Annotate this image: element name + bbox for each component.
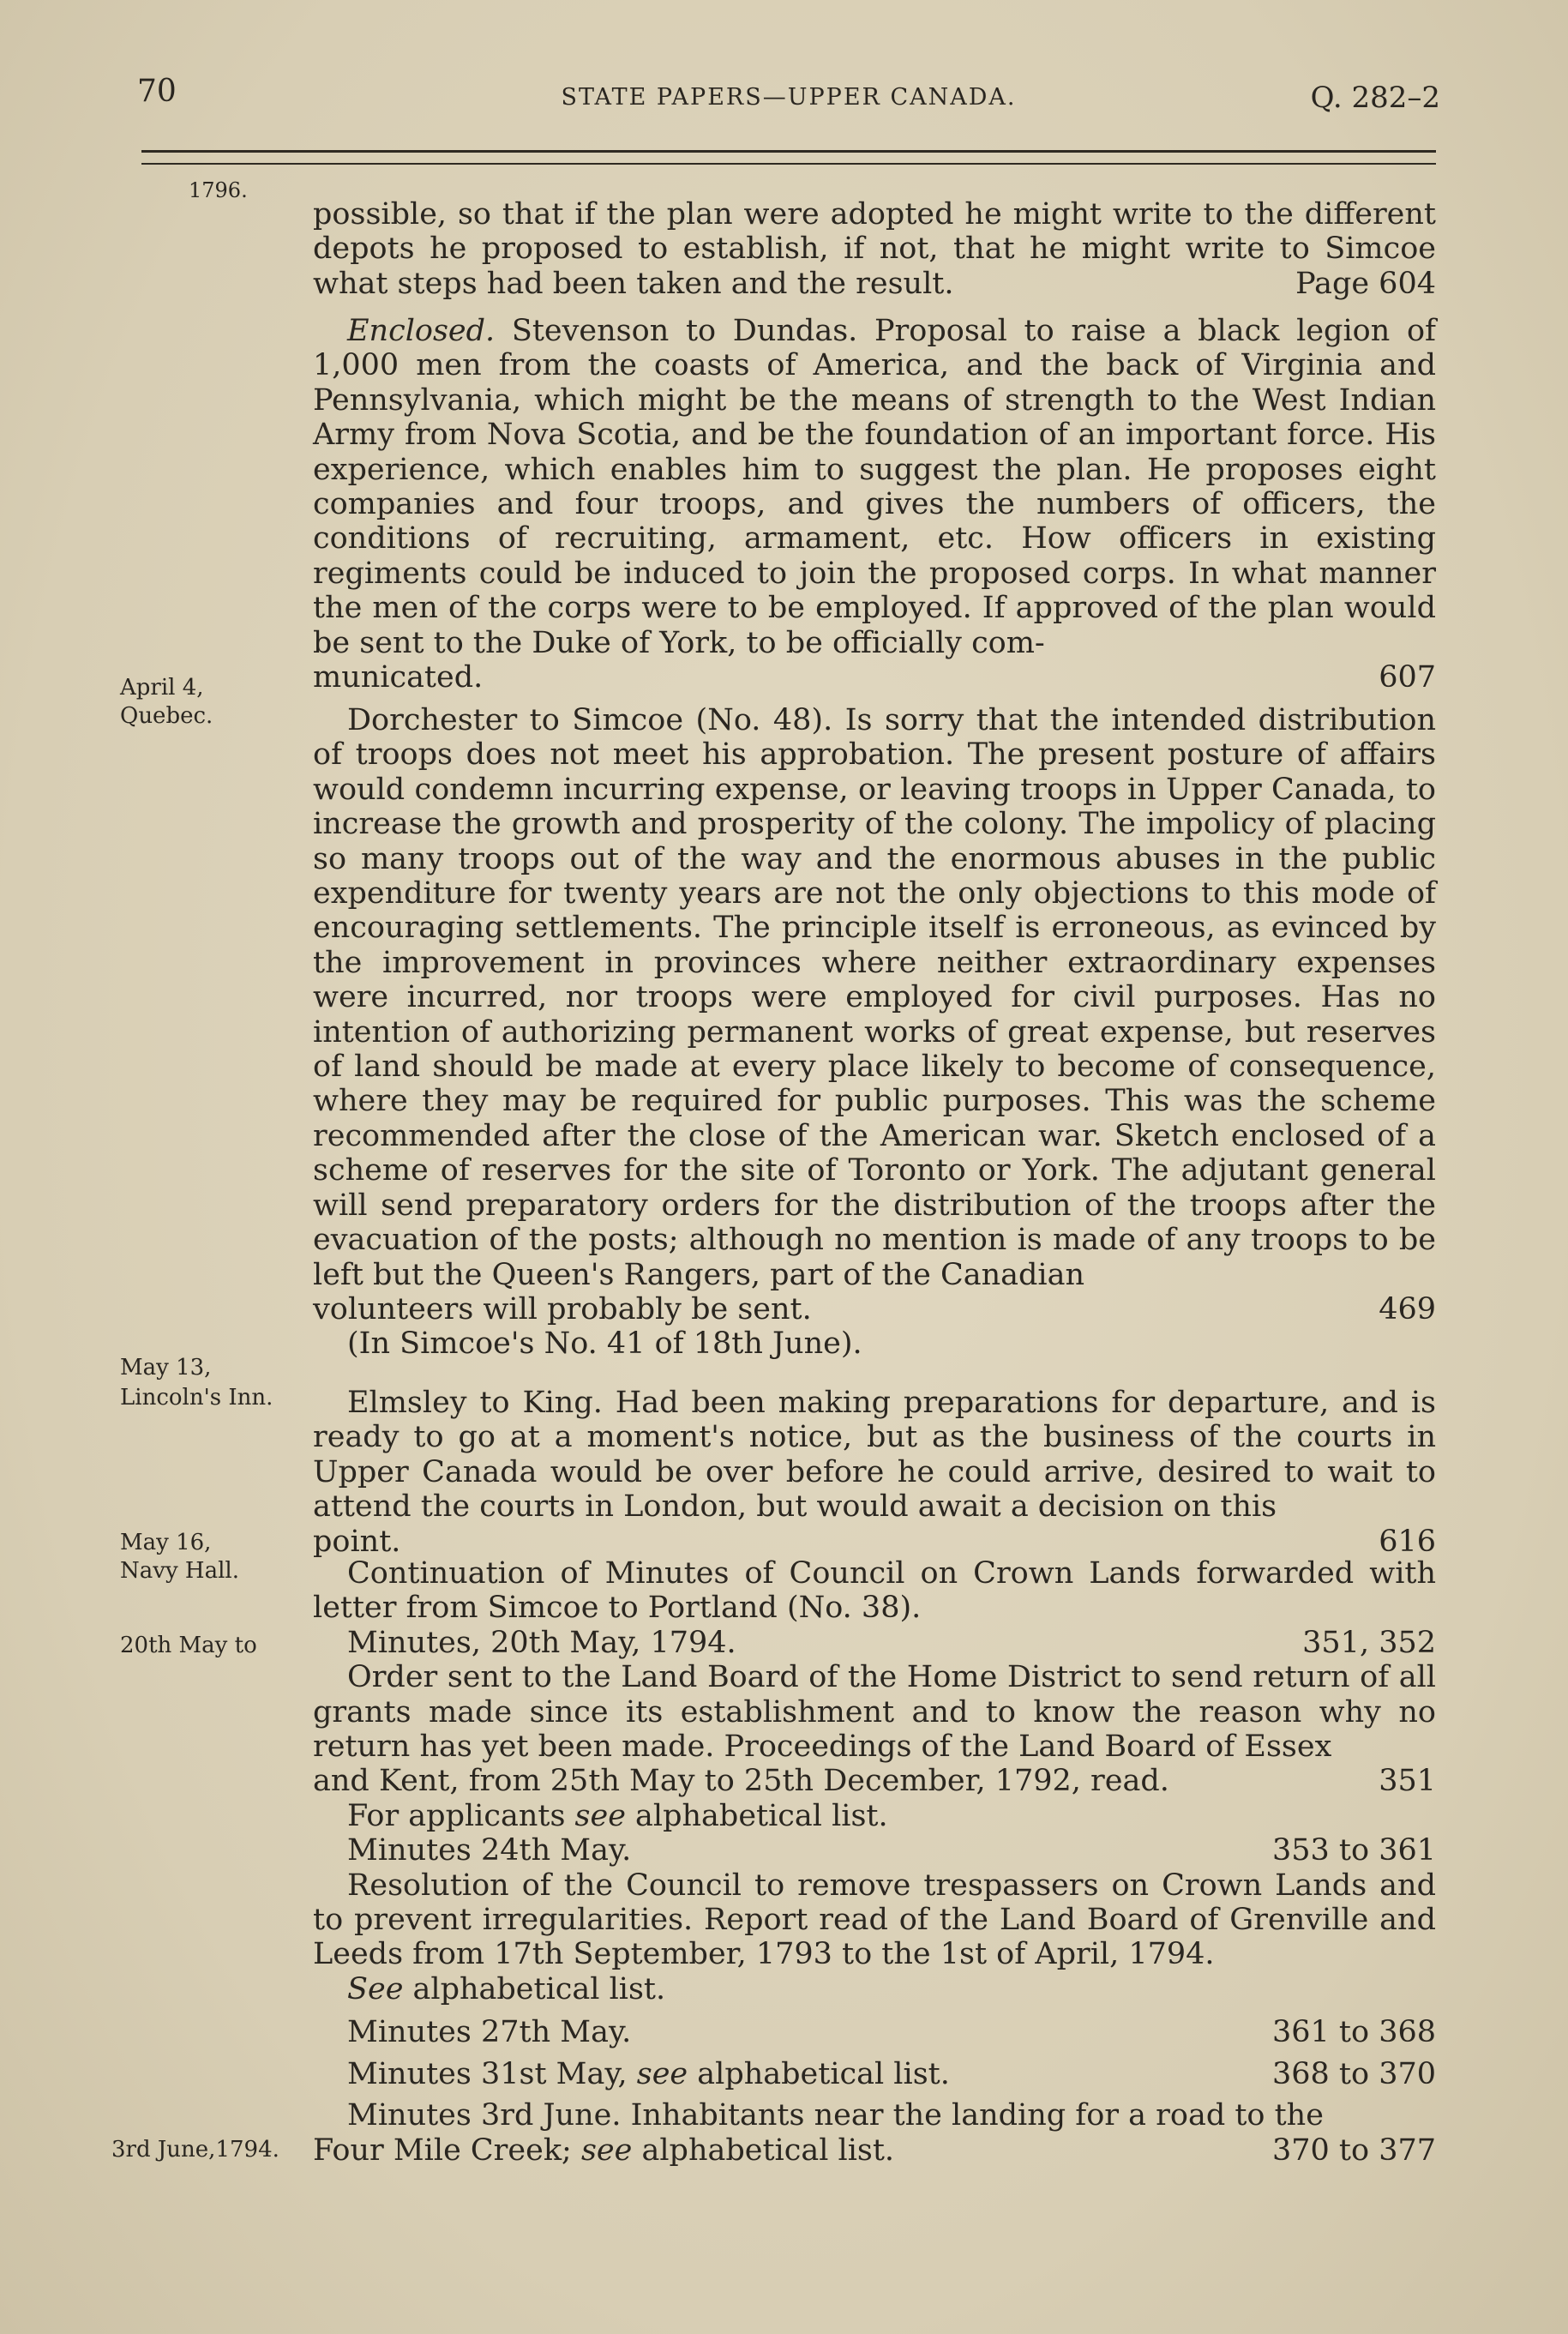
year-marker: 1796. <box>189 178 248 202</box>
page-ref: 469 <box>1379 1291 1436 1326</box>
page-ref: Page 604 <box>1295 267 1436 302</box>
entry-text-end: and Kent, from 25th May to 25th December, 1792, read. <box>313 1764 1169 1799</box>
minutes-line <box>313 1833 1436 1868</box>
page-number: 70 <box>137 74 177 109</box>
minutes-line <box>313 2057 1436 2091</box>
margin-date: May 16, <box>120 1530 212 1555</box>
running-title: STATE PAPERS—UPPER CANADA. <box>561 84 1017 111</box>
see-note: See alphabetical list. <box>347 1971 666 2006</box>
entry-continuation <box>313 197 1436 302</box>
entry-lead: Enclosed. <box>347 314 496 348</box>
minutes-label: Minutes 31st May, see alphabetical list. <box>347 2056 950 2091</box>
entry-text-end: point. <box>313 1524 401 1559</box>
page-ref: 351, 352 <box>1302 1625 1436 1660</box>
page-ref: 616 <box>1379 1524 1436 1559</box>
entry-elmsley <box>313 1386 1436 1559</box>
page-ref: 353 to 361 <box>1272 1833 1436 1868</box>
page-ref: 607 <box>1379 660 1436 695</box>
margin-place: Quebec. <box>120 703 213 729</box>
entry-text: Resolution of the Council to remove trespassers on Crown Lands and to prevent irregularities. Report read of the Land Board of Grenville and Leeds from 17th September, 1793 to the 1st of April, 1794. <box>313 1868 1436 1972</box>
entry-text-end: Four Mile Creek; see alphabetical list. <box>313 2132 895 2168</box>
margin-date: 20th May to <box>120 1633 257 1658</box>
page-ref: 351 <box>1379 1764 1436 1799</box>
entry-text: Order sent to the Land Board of the Home District to send return of all grants made since its establishment and to know the reason why no return has yet been made. Proceedings of the Land Board of Essex <box>313 1660 1436 1765</box>
entry-note: (In Simcoe's No. 41 of 18th June). <box>347 1326 862 1362</box>
entry-minutes <box>313 1556 1436 2168</box>
entry-text-end: volunteers will probably be sent. <box>313 1291 812 1326</box>
minutes-label: Minutes 24th May. <box>347 1833 632 1868</box>
page-ref: 368 to 370 <box>1272 2056 1436 2091</box>
page-header <box>137 69 1440 120</box>
entry-enclosed <box>313 314 1436 695</box>
margin-date: April 4, <box>120 675 204 701</box>
minutes-label: Minutes, 20th May, 1794. <box>347 1625 736 1660</box>
header-rule <box>141 150 1436 153</box>
see-note: For applicants see alphabetical list. <box>347 1798 888 1833</box>
page-ref: 370 to 377 <box>1272 2132 1436 2168</box>
page-ref: 361 to 368 <box>1272 2015 1436 2050</box>
margin-place: Lincoln's Inn. <box>120 1385 273 1411</box>
margin-date: May 13, <box>120 1355 212 1381</box>
entry-text: Stevenson to Dundas. Proposal to raise a black legion of 1,000 men from the coasts of America, and the back of Virginia and Pennsylvania, which might be the means of strength to the West Indian Army from Nova Scotia, and be the foundation of an important force. His experience, which enables him to suggest the plan. He proposes eight companies and four troops, and gives the numbers of officers, the conditions of recruiting, armament, etc. How officers in existing regiments could be induced to join the proposed corps. In what manner the men of the corps were to be employed. If approved of the plan would be sent to the Duke of York, to be officially com- <box>313 314 1436 660</box>
header-rule-thin <box>141 163 1436 165</box>
entry-text-end: municated. <box>313 660 484 695</box>
margin-place: Navy Hall. <box>120 1558 239 1584</box>
minutes-line <box>313 2133 1436 2168</box>
margin-date: 3rd June,1794. <box>111 2137 279 2163</box>
minutes-line <box>313 2015 1436 2049</box>
entry-text: Dorchester to Simcoe (No. 48). Is sorry that the intended distribution of troops does not meet his approbation. The present posture of affairs would condemn incurring expense, or leaving troops in Upper Canada, to increase the growth and prosperity of the colony. The impolicy of placing so many troops out of the way and the enormous abuses in the public expenditure for twenty years are not the only objections to this mode of encouraging settlements. The principle itself is erroneous, as evinced by the improvement in provinces where neither extraordinary expenses were incurred, nor troops were employed for civil purposes. Has no intention of authorizing permanent works of great expense, but reserves of land should be made at every place likely to become of consequence, where they may be required for public purposes. This was the scheme recommended after the close of the American war. Sketch enclosed of a scheme of reserves for the site of Toronto or York. The adjutant general will send preparatory orders for the distribution of the troops after the evacuation of the posts; although no mention is made of any troops to be left but the Queen's Rangers, part of the Canadian <box>313 703 1436 1292</box>
archive-reference: Q. 282–2 <box>1310 81 1440 115</box>
minutes-label: Minutes 27th May. <box>347 2015 632 2050</box>
entry-text: Minutes 3rd June. Inhabitants near the landing for a road to the <box>347 2098 1324 2133</box>
entry-text: possible, so that if the plan were adopted he might write to the different depots he proposed to establish, if not, that he might write to Simcoe what steps had been taken and the result. <box>313 197 1436 301</box>
minutes-line <box>313 1626 1436 1660</box>
entry-text: Continuation of Minutes of Council on Crown Lands forwarded with letter from Simcoe to Portland (No. 38). <box>313 1556 1436 1626</box>
entry-text: Elmsley to King. Had been making preparations for departure, and is ready to go at a moment's notice, but as the business of the courts in Upper Canada would be over before he could arrive, desired to wait to attend the courts in London, but would await a decision on this <box>313 1386 1436 1525</box>
entry-dorchester <box>313 703 1436 1362</box>
